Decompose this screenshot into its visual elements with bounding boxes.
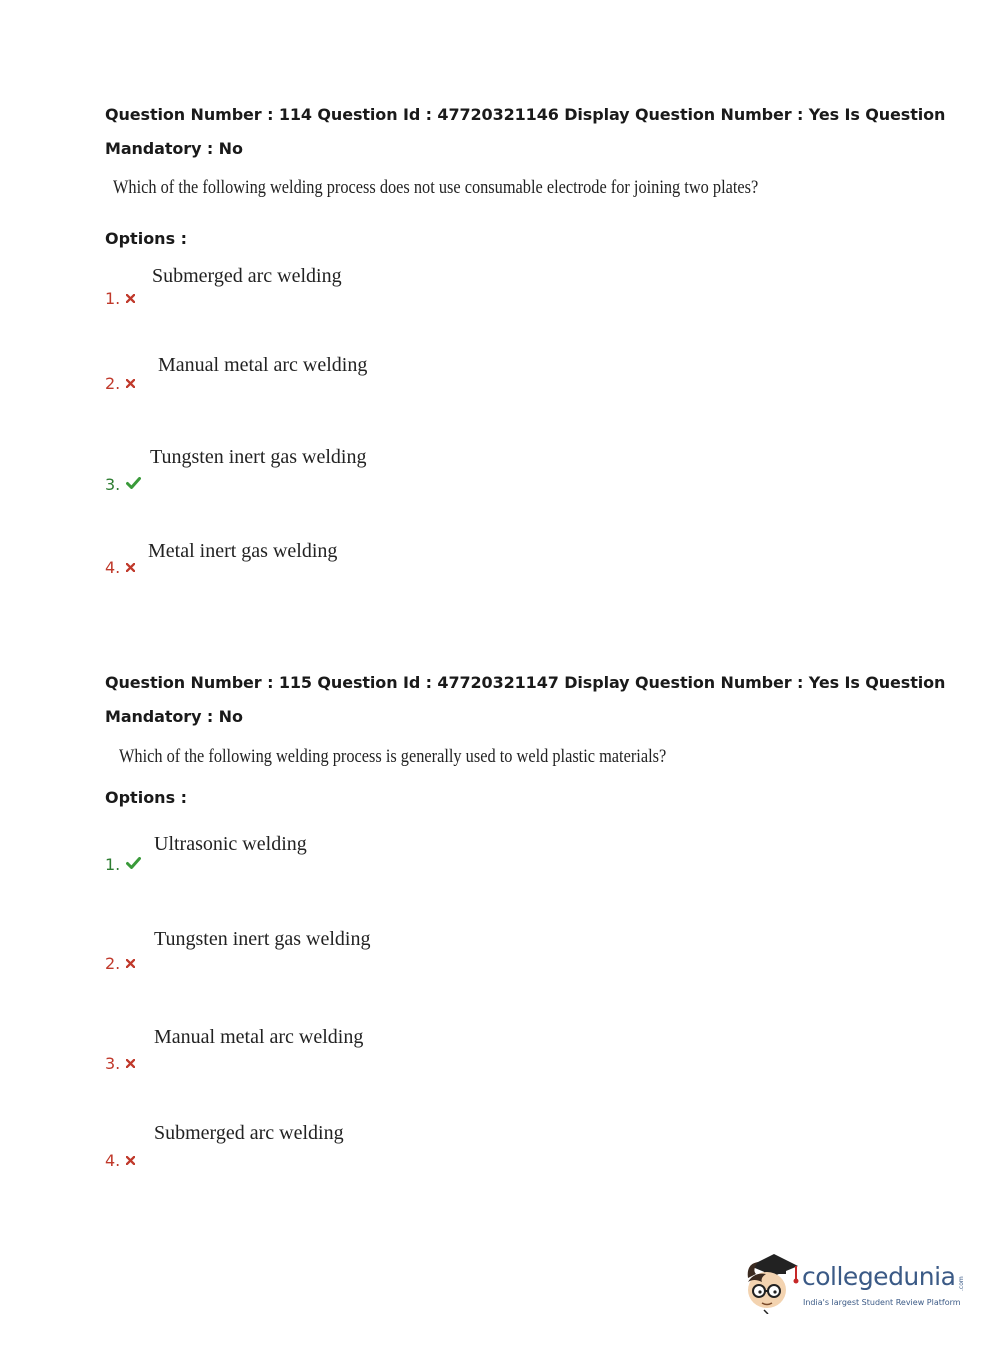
- mascot-icon: [740, 1248, 800, 1314]
- q115-option-3-text: Manual metal arc welding: [154, 1026, 364, 1048]
- q114-option-1-number: [105, 288, 135, 308]
- question-114-text: Which of the following welding process does not use consumable electrode for joining two plates?: [113, 177, 759, 198]
- logo-suffix: [958, 1271, 970, 1293]
- q115-option-1-index: 1.: [105, 855, 121, 874]
- q115-option-1-text: Ultrasonic welding: [154, 833, 307, 855]
- q115-option-4-index: 4.: [105, 1151, 121, 1170]
- logo-suffix-text: .com: [958, 1276, 965, 1291]
- cross-icon: [126, 953, 135, 972]
- q114-option-2-index: 2.: [105, 374, 121, 393]
- q114-option-1-index: 1.: [105, 289, 121, 308]
- q114-option-3-number: [105, 474, 141, 494]
- question-114-header-line2: Mandatory : No: [105, 139, 243, 158]
- question-114-header-line1: Question Number : 114 Question Id : 47720321146 Display Question Number : Yes Is Question: [105, 105, 946, 124]
- q114-option-2-text: Manual metal arc welding: [158, 354, 368, 376]
- q114-option-3-text: Tungsten inert gas welding: [150, 446, 367, 468]
- q114-option-3-index: 3.: [105, 475, 121, 494]
- q114-option-4-number: [105, 557, 135, 577]
- cross-icon: [126, 1053, 135, 1072]
- cross-icon: [126, 1150, 135, 1169]
- q115-option-4-text: Submerged arc welding: [154, 1122, 344, 1144]
- q114-option-4-index: 4.: [105, 558, 121, 577]
- q114-option-4-text: Metal inert gas welding: [148, 540, 338, 562]
- checkmark-icon: [126, 474, 141, 493]
- q115-option-2-text: Tungsten inert gas welding: [154, 928, 371, 950]
- cross-icon: [126, 557, 135, 576]
- question-115-header-line2: Mandatory : No: [105, 707, 243, 726]
- logo-wordmark: collegedunia: [802, 1262, 956, 1291]
- q115-option-2-index: 2.: [105, 954, 121, 973]
- logo-tagline: India's largest Student Review Platform: [803, 1298, 961, 1307]
- q114-option-1-text: Submerged arc welding: [152, 265, 342, 287]
- cross-icon: [126, 373, 135, 392]
- q114-option-2-number: [105, 373, 135, 393]
- question-115-header-line1: Question Number : 115 Question Id : 47720321147 Display Question Number : Yes Is Question: [105, 673, 946, 692]
- q115-option-2-number: [105, 953, 135, 973]
- q115-option-4-number: [105, 1150, 135, 1170]
- question-115-options-label: Options :: [105, 788, 188, 807]
- collegedunia-logo[interactable]: [740, 1248, 972, 1318]
- cross-icon: [126, 288, 135, 307]
- question-114-options-label: Options :: [105, 229, 188, 248]
- q115-option-3-index: 3.: [105, 1054, 121, 1073]
- checkmark-icon: [126, 854, 141, 873]
- question-115-text: Which of the following welding process is generally used to weld plastic materials?: [119, 746, 667, 767]
- q115-option-3-number: [105, 1053, 135, 1073]
- q115-option-1-number: [105, 854, 141, 874]
